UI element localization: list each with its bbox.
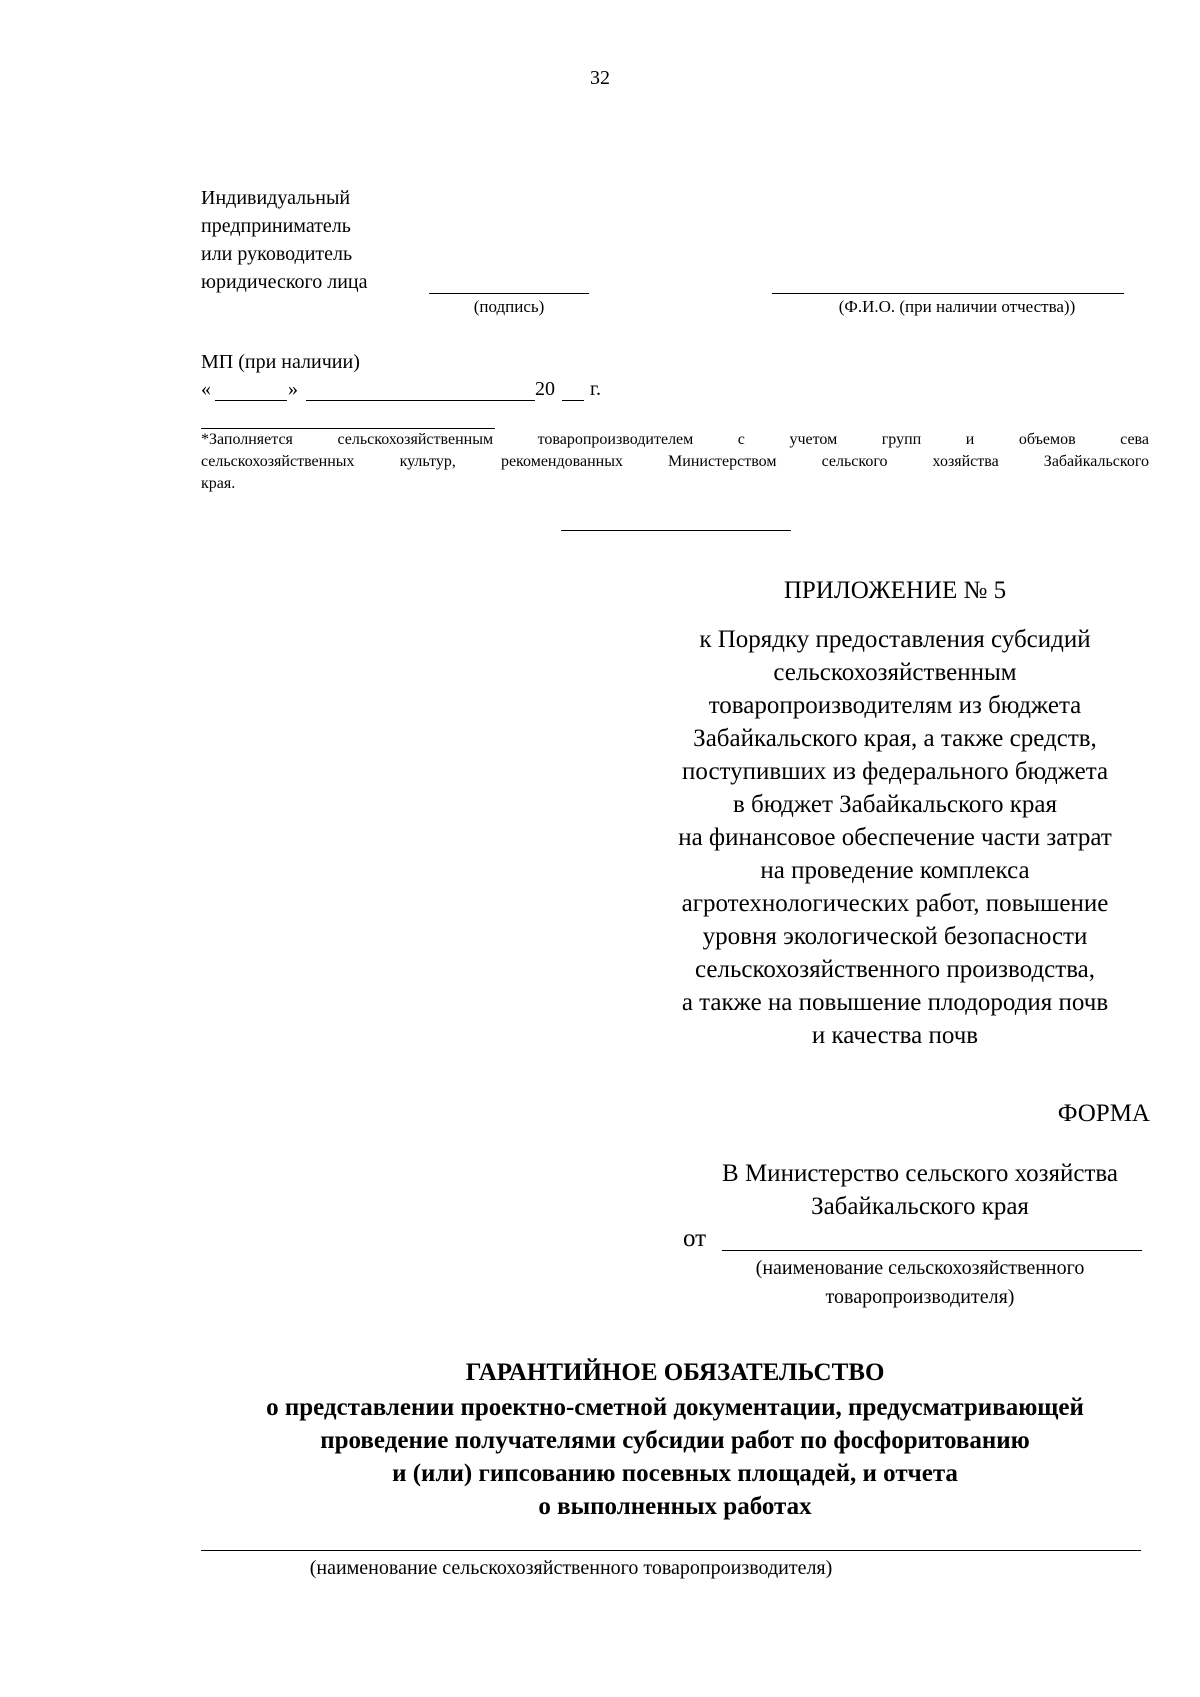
signature-line (429, 293, 589, 294)
appendix-line: сельскохозяйственным (773, 659, 1017, 686)
document-title: ГАРАНТИЙНОЕ ОБЯЗАТЕЛЬСТВО (465, 1359, 885, 1386)
document-subtitle-line: о выполненных работах (538, 1493, 812, 1520)
appendix-line: и качества почв (811, 1022, 979, 1049)
month-blank (306, 400, 535, 401)
appendix-line: в бюджет Забайкальского края (733, 791, 1057, 818)
producer-name-caption: (наименование сельскохозяйственного товаропроизводителя) (309, 1557, 833, 1579)
document-subtitle-line: о представлении проектно-сметной документации, предусматривающей (266, 1394, 1084, 1421)
appendix-line: сельскохозяйственного производства, (694, 956, 1096, 983)
appendix-line: на проведение комплекса (760, 857, 1030, 884)
appendix-line: а также на повышение плодородия почв (681, 989, 1109, 1016)
appendix-line: поступивших из федерального бюджета (681, 758, 1109, 785)
section-divider (561, 530, 791, 531)
signer-title (201, 184, 441, 296)
addressee-line: В Министерство сельского хозяйства (722, 1160, 1118, 1187)
footnote (201, 429, 1149, 495)
producer-name-blank (201, 1550, 1141, 1551)
signer-title-line: Индивидуальный (201, 187, 351, 209)
appendix-line: Забайкальского края, а также средств, (693, 725, 1097, 752)
day-blank (215, 400, 287, 401)
fio-caption: (Ф.И.О. (при наличии отчества)) (838, 297, 1076, 316)
appendix-title: ПРИЛОЖЕНИЕ № 5 (783, 577, 1007, 604)
appendix-description (630, 623, 1160, 1052)
signer-title-line: юридического лица (201, 271, 368, 293)
addressee-line: Забайкальского края (811, 1193, 1029, 1220)
signature-caption: (подпись) (473, 297, 545, 316)
addressee (680, 1157, 1160, 1223)
page-number: 32 (590, 67, 610, 89)
addressee-caption-line: (наименование сельскохозяйственного (755, 1257, 1085, 1279)
footnote-line: сельскохозяйственных культур, рекомендованных Министерством сельского хозяйства Забайкальского (201, 453, 1149, 470)
addressee-caption-line: товаропроизводителя) (825, 1286, 1015, 1308)
year-prefix: 20 (535, 378, 555, 400)
form-label: ФОРМА (1057, 1100, 1150, 1127)
document-subtitle-line: проведение получателями субсидии работ по фосфоритованию (320, 1427, 1030, 1454)
from-label: от (683, 1225, 707, 1252)
signer-title-line: или руководитель (201, 243, 353, 265)
year-suffix: г. (590, 378, 601, 400)
signer-title-line: предприниматель (201, 215, 351, 237)
document-subtitle-line: и (или) гипсованию посевных площадей, и отчета (392, 1460, 958, 1487)
from-blank (722, 1250, 1142, 1251)
fio-line (772, 293, 1124, 294)
appendix-line: к Порядку предоставления субсидий (699, 626, 1091, 653)
stamp-label: МП (при наличии) (201, 351, 360, 373)
appendix-line: уровня экологической безопасности (702, 923, 1088, 950)
footnote-line: края. (201, 475, 236, 492)
document-subtitle (190, 1391, 1160, 1523)
appendix-line: агротехнологических работ, повышение (681, 890, 1109, 917)
appendix-line: товаропроизводителям из бюджета (708, 692, 1082, 719)
addressee-caption (680, 1254, 1160, 1312)
date-close-quote: » (288, 378, 298, 400)
date-open-quote: « (201, 378, 211, 400)
footnote-line: *Заполняется сельскохозяйственным товаропроизводителем с учетом групп и объемов сева (201, 431, 1149, 448)
year-blank (562, 400, 584, 401)
appendix-line: на финансовое обеспечение части затрат (678, 824, 1112, 851)
